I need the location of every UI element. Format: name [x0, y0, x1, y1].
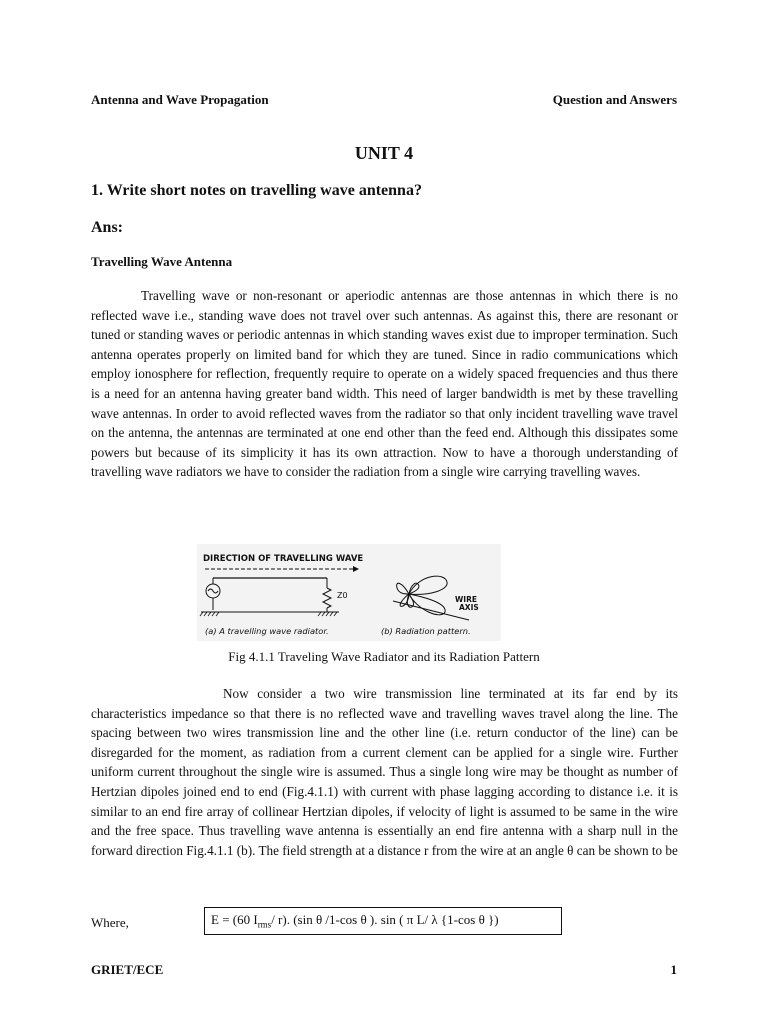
paragraph-two-wire-line: Now consider a two wire transmission line terminated at its far end by its characteristics impedance so that there is no reflected wave and travelling waves travel along the line. The spacing between two wires transmission line and the other line (i.e. return conductor of the line) can be disregarded for the moment, as radiation from a current clement can be applied for a single wire. Further uniform current throughout the single wire is assumed. Thus a single long wire may be thought as number of Hertzian dipoles joined end to end (Fig.4.1.1) with current with phase lagging according to distance i.e. it is similar to an end fire array of collinear Hertzian dipoles, if velocity of light is assumed to be same in the wire and the free space. Thus travelling wave antenna is essentially an end fire antenna with a sharp null in the forward direction Fig.4.1.1 (b). The field strength at a distance r from the wire at an angle θ can be shown to be: [91, 686, 678, 858]
field-strength-formula: [204, 907, 562, 935]
subcaption-b: (b) Radiation pattern.: [381, 626, 471, 636]
footer-institution: GRIET/ECE: [91, 962, 164, 977]
arrow-head: [353, 566, 359, 572]
section-title: Travelling Wave Antenna: [91, 254, 233, 269]
header-subject: Antenna and Wave Propagation: [91, 92, 269, 107]
resistor-icon: [323, 588, 331, 608]
page-number: 1: [670, 962, 677, 977]
unit-title: UNIT 4: [354, 143, 414, 163]
figure-travelling-wave: [197, 544, 501, 641]
formula-suffix: / r). (sin θ /1-cos θ ). sin ( π L/ λ {1-cos θ }): [271, 912, 499, 927]
question-heading: 1. Write short notes on travelling wave antenna?: [91, 182, 422, 199]
paragraph-intro: Travelling wave or non-resonant or aperiodic antennas are those antennas in which there is no reflected wave i.e., standing wave does not travel over such antennas. As against this, there are resonant or tuned or standing waves or periodic antennas in which standing waves exist due to improper termination. Such antenna operates properly on limited band for which they are tuned. Since in radio communications which employ ionosphere for reflection, frequently require to operate on a widely spaced frequencies and thus there is a need for an antenna having greater band width. This need of larger bandwidth is met by these travelling wave antennas. In order to avoid reflected waves from the radiator so that only incident travelling wave travel on the antenna, the antennas are terminated at one end other than the feed end. Although this dissipates some powers but because of its simplicity it has its own attraction. Now to have a thorough understanding of travelling wave radiators we have to consider the radiation from a single wire carrying travelling waves.: [91, 288, 678, 480]
subcaption-a: (a) A travelling wave radiator.: [205, 626, 329, 636]
answer-label: Ans:: [91, 219, 124, 236]
formula-prefix: E = (60 I: [211, 912, 258, 927]
axis-label: AXIS: [459, 603, 479, 612]
figure-direction-label: DIRECTION OF TRAVELLING WAVE: [203, 554, 364, 564]
where-label: Where,: [91, 915, 129, 930]
z0-label: Z0: [337, 591, 348, 600]
header-doc-type: Question and Answers: [552, 92, 677, 107]
wire-label: WIRE: [455, 595, 477, 604]
formula-subscript: rms: [257, 919, 272, 930]
figure-caption: Fig 4.1.1 Traveling Wave Radiator and its Radiation Pattern: [228, 649, 540, 664]
